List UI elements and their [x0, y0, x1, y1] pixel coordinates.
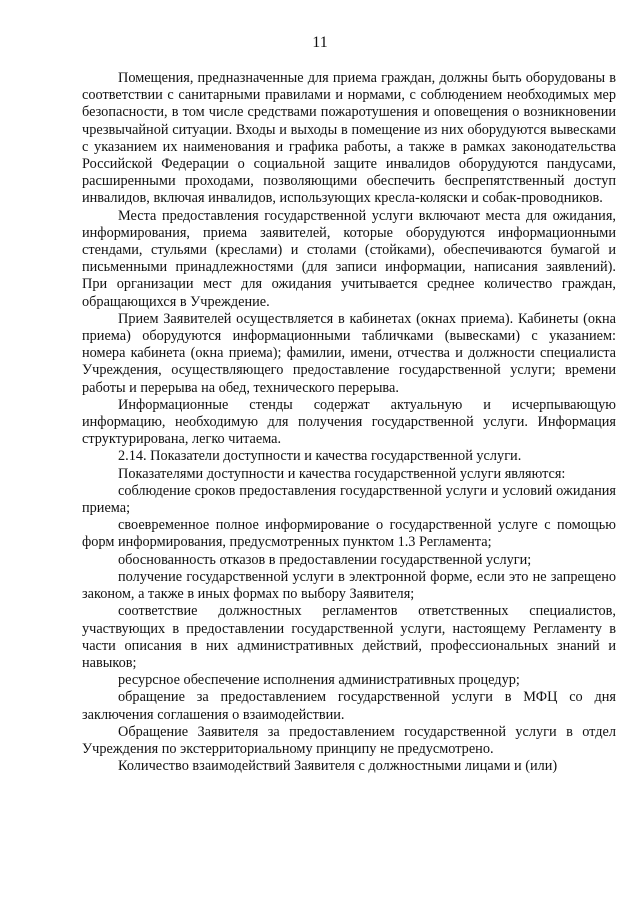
list-item-resources: ресурсное обеспечение исполнения административных процедур;	[118, 672, 520, 689]
document-body	[82, 70, 616, 775]
paragraph-reception-offices: Прием Заявителей осуществляется в кабинетах (окнах приема). Кабинеты (окна приема) оборудуются информационными табличками (вывесками) с указанием: номера кабинета (окна приема); фамилии, имени, отчества и должности специалиста Учреждения, осуществляющего предоставление государственной услуги; времени работы и перерыва на обед, технического перерыва.	[82, 310, 616, 396]
list-item-job-regulations: соответствие должностных регламентов ответственных специалистов, участвующих в предоставлении государственной услуги, настоящему Регламенту в части описания в них административных действий, профессиональных знаний и навыков;	[82, 603, 616, 671]
list-item-informing: своевременное полное информирование о государственной услуге с помощью форм информирования, предусмотренных пунктом 1.3 Регламента;	[82, 517, 616, 551]
paragraph-information-stands: Информационные стенды содержат актуальную и исчерпывающую информацию, необходимую для получения государственной услуги. Информация структурирована, легко читаема.	[82, 396, 616, 448]
list-item-refusals: обоснованность отказов в предоставлении государственной услуги;	[118, 551, 532, 568]
section-heading-2-14: 2.14. Показатели доступности и качества государственной услуги.	[118, 448, 522, 465]
paragraph-extraterritorial: Обращение Заявителя за предоставлением государственной услуги в отдел Учреждения по экстерриториальному принципу не предусмотрено.	[82, 723, 616, 757]
list-item-mfc: обращение за предоставлением государственной услуги в МФЦ со дня заключения соглашения о взаимодействии.	[82, 689, 616, 723]
list-item-deadlines: соблюдение сроков предоставления государственной услуги и условий ожидания приема;	[82, 482, 616, 517]
paragraph-service-places: Места предоставления государственной услуги включают места для ожидания, информирования, приема заявителей, которые оборудуются информационными стендами, стульями (креслами) и столами (стойками), обеспечиваются бумагой и письменными принадлежностями (для записи информации, написания заявлений). При организации мест для ожидания учитывается среднее количество граждан, обращающихся в Учреждение.	[82, 207, 616, 310]
paragraph-interactions: Количество взаимодействий Заявителя с должностными лицами и (или)	[118, 758, 558, 775]
list-item-electronic-form: получение государственной услуги в электронной форме, если это не запрещено законом, а также в иных формах по выбору Заявителя;	[82, 568, 616, 603]
page-number: 11	[312, 34, 328, 51]
paragraph-premises-requirements: Помещения, предназначенные для приема граждан, должны быть оборудованы в соответствии с санитарными правилами и нормами, с соблюдением необходимых мер безопасности, в том числе средствами пожаротушения и оповещения о возникновении чрезвычайной ситуации. Входы и выходы в помещение из них оборудуются вывесками с указанием их наименования и графика работы, а также в рамках законодательства Российской Федерации о социальной защите инвалидов оборудуются пандусами, расширенными проходами, позволяющими обеспечить беспрепятственный доступ инвалидов, включая инвалидов, использующих кресла-коляски и собак-проводников.	[82, 70, 616, 207]
paragraph-indicators-intro: Показателями доступности и качества государственной услуги являются:	[118, 465, 566, 482]
